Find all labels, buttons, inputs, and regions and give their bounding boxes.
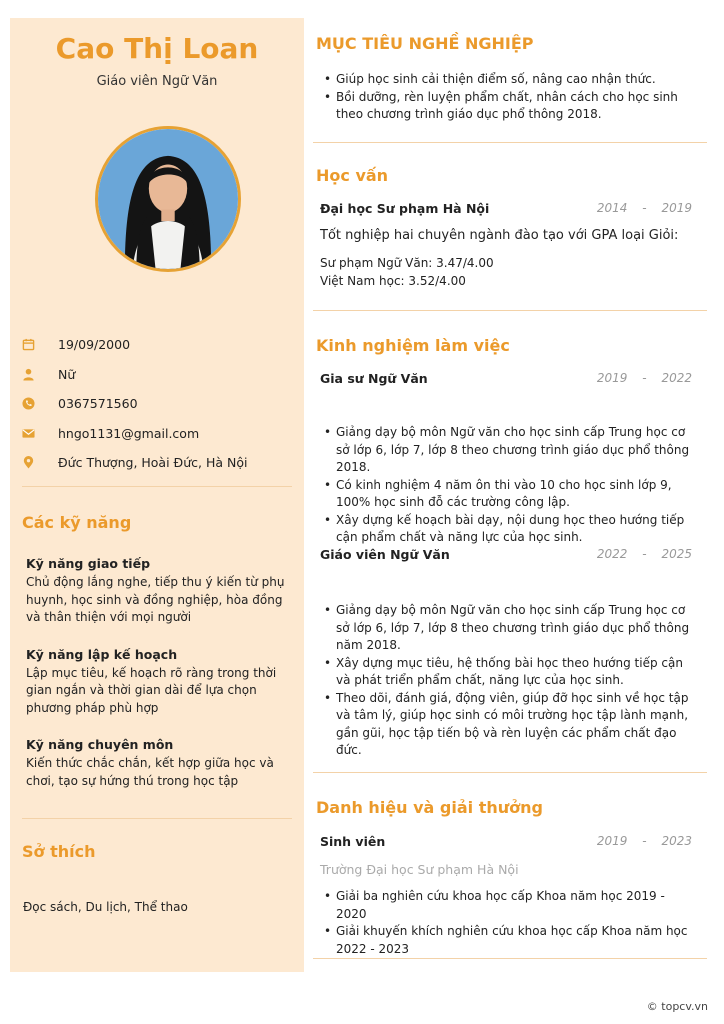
awards-heading: Danh hiệu và giải thưởng [316, 798, 543, 817]
date-dash: - [642, 371, 647, 385]
sidebar-divider [22, 486, 292, 487]
skills-heading: Các kỹ năng [22, 513, 132, 532]
mail-icon [22, 426, 44, 440]
job-dates [597, 371, 692, 385]
end-year: 2022 [661, 371, 692, 385]
experience-entry [320, 547, 692, 565]
job-dates [597, 547, 692, 561]
location-icon [22, 456, 44, 470]
award-bullet: • Giải khuyến khích nghiên cứu khoa học cấp Khoa năm học 2022 - 2023 [324, 923, 694, 958]
dob-value: 19/09/2000 [58, 337, 131, 353]
end-year: 2023 [661, 834, 692, 848]
calendar-icon [22, 338, 44, 352]
end-year: 2025 [661, 547, 692, 561]
objective-item: • Giúp học sinh cải thiện điểm số, nâng cao nhận thức. [324, 71, 694, 89]
skill-item [26, 556, 294, 627]
job-bullet: • Xây dựng mục tiêu, hệ thống bài học theo hướng tiếp cận và phát triển phẩm chất, năng lực của học sinh. [324, 655, 694, 690]
candidate-name: Cao Thị Loan [55, 32, 259, 65]
skill-title: Kỹ năng lập kế hoạch [26, 646, 178, 662]
section-divider [313, 958, 707, 959]
hobbies-text: Đọc sách, Du lịch, Thể thao [23, 900, 188, 914]
phone-icon [22, 397, 44, 411]
section-divider [313, 142, 707, 143]
avatar [95, 126, 241, 272]
phone-value: 0367571560 [58, 396, 138, 412]
objective-item: • Bồi dưỡng, rèn luyện phẩm chất, nhân cách cho học sinh theo chương trình giáo dục phổ thông 2018. [324, 89, 694, 124]
start-year: 2014 [596, 201, 628, 215]
avatar-photo [98, 129, 238, 269]
job-position: Gia sư Ngữ Văn [320, 371, 428, 386]
skill-item [26, 647, 294, 718]
section-divider [313, 772, 707, 773]
contact-dob [22, 330, 292, 360]
sidebar-divider [22, 818, 292, 819]
education-line: Sư phạm Ngữ Văn: 3.47/4.00 [320, 256, 494, 270]
skill-desc: Kiến thức chắc chắn, kết hợp giữa học và chơi, tạo sự hứng thú trong học tập [26, 756, 274, 788]
date-dash: - [642, 547, 647, 561]
objective-heading: MỤC TIÊU NGHỀ NGHIỆP [316, 34, 534, 53]
brand-text: © topcv.vn [646, 1000, 708, 1013]
job-bullet: • Xây dựng kế hoạch bài dạy, nội dung học theo hướng tiếp cận phẩm chất và năng lực của học sinh. [324, 512, 694, 547]
contact-gender [22, 360, 292, 390]
job-bullet: • Giảng dạy bộ môn Ngữ văn cho học sinh cấp Trung học cơ sở lớp 6, lớp 7, lớp 8 theo chương trình giáo dục phổ thông năm 2018. [324, 602, 694, 655]
award-dates [597, 834, 692, 848]
skills-list [26, 556, 294, 810]
objective-list [324, 71, 694, 124]
education-dates [597, 201, 692, 215]
job-bullets [324, 602, 694, 760]
skill-desc: Lập mục tiêu, kế hoạch rõ ràng trong thời gian ngắn và thời gian dài để lựa chọn phương pháp phù hợp [26, 665, 277, 715]
sidebar [10, 18, 304, 972]
contact-phone [22, 389, 292, 419]
footer-brand [647, 1000, 708, 1013]
skill-title: Kỹ năng chuyên môn [26, 737, 174, 752]
education-entry [320, 201, 692, 219]
award-title: Sinh viên [320, 834, 386, 849]
skill-desc: Chủ động lắng nghe, tiếp thu ý kiến từ phụ huynh, học sinh và đồng nghiệp, hòa đồng và thân thiện với mọi người [26, 575, 285, 624]
job-bullets [324, 424, 694, 547]
section-divider [313, 310, 707, 311]
contact-list [22, 330, 292, 478]
skill-title: Kỹ năng giao tiếp [26, 556, 151, 571]
gender-value: Nữ [58, 366, 76, 382]
education-heading: Học vấn [316, 166, 389, 185]
education-line: Việt Nam học: 3.52/4.00 [320, 274, 466, 288]
job-bullet: • Giảng dạy bộ môn Ngữ văn cho học sinh cấp Trung học cơ sở lớp 6, lớp 7, lớp 8 theo chương trình giáo dục phổ thông 2018. [324, 424, 694, 477]
address-value: Đức Thượng, Hoài Đức, Hà Nội [58, 455, 248, 471]
hobbies-heading: Sở thích [22, 842, 96, 861]
skill-item [26, 737, 294, 790]
job-title: Giáo viên Ngữ Văn [96, 74, 218, 89]
end-year: 2019 [661, 201, 692, 215]
start-year: 2022 [596, 547, 628, 561]
award-entry [320, 834, 692, 852]
start-year: 2019 [596, 371, 628, 385]
award-org: Trường Đại học Sư phạm Hà Nội [320, 862, 519, 877]
job-bullet: • Theo dõi, đánh giá, động viên, giúp đỡ học sinh về học tập và tâm lý, giúp học sinh có môi trường học tập lành mạnh, gần gũi, học tập tiến bộ và rèn luyện các phẩm chất đạo đức. [324, 690, 694, 760]
experience-entry [320, 371, 692, 389]
education-summary: Tốt nghiệp hai chuyên ngành đào tạo với GPA loại Giỏi: [320, 228, 679, 243]
job-bullet: • Có kinh nghiệm 4 năm ôn thi vào 10 cho học sinh lớp 9, 100% học sinh đỗ các trường công lập. [324, 477, 694, 512]
job-position: Giáo viên Ngữ Văn [320, 547, 450, 562]
email-value: hngo1131@gmail.com [58, 425, 200, 441]
person-icon [22, 367, 44, 381]
school-name: Đại học Sư phạm Hà Nội [320, 201, 490, 216]
start-year: 2019 [596, 834, 628, 848]
award-bullet: • Giải ba nghiên cứu khoa học cấp Khoa năm học 2019 - 2020 [324, 888, 694, 923]
contact-address [22, 448, 292, 478]
award-bullets [324, 888, 694, 958]
date-dash: - [642, 834, 647, 848]
contact-email [22, 419, 292, 449]
date-dash: - [642, 201, 647, 215]
experience-heading: Kinh nghiệm làm việc [316, 336, 510, 355]
